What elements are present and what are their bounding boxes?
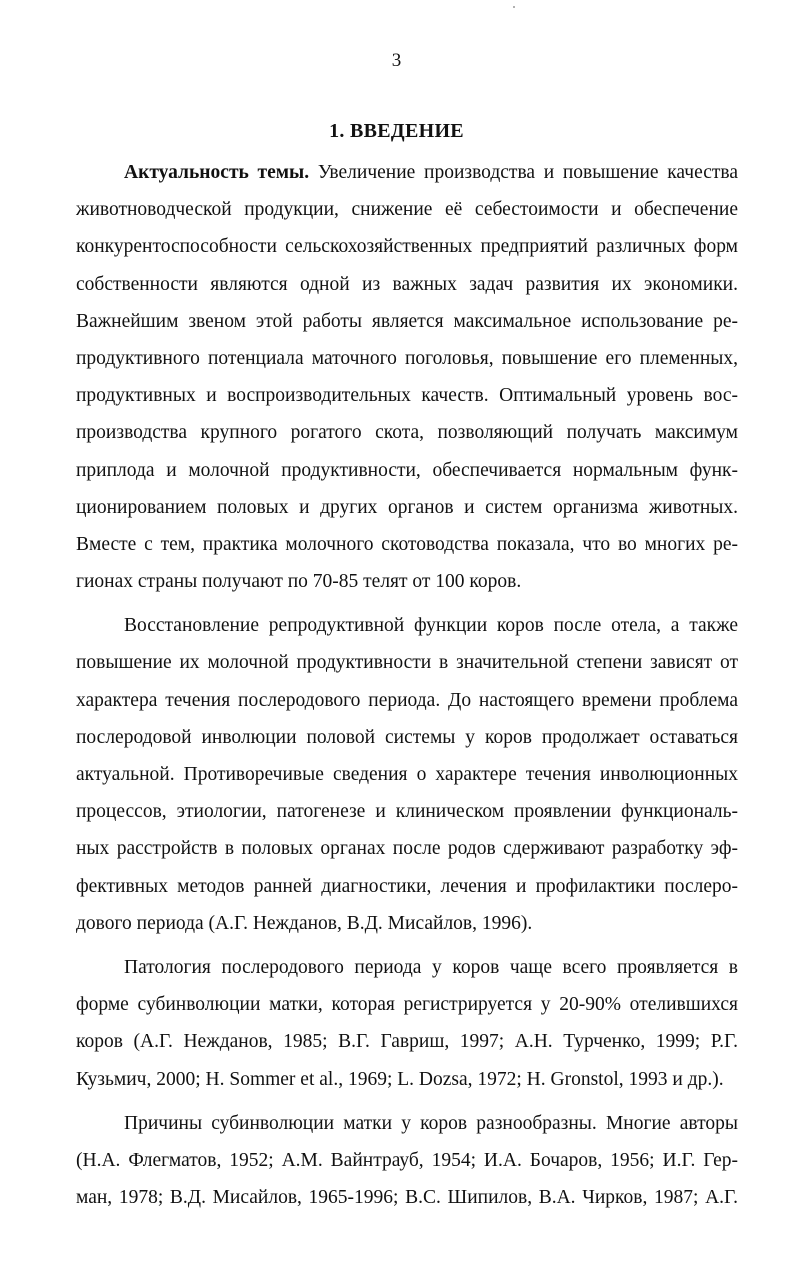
text-line: Патология послеродового периода у коров чаще всего проявляется в (124, 956, 738, 978)
text-line: дового периода (А.Г. Нежданов, В.Д. Мисайлов, 1996). (76, 912, 533, 934)
text-line: характера течения послеродового периода. До настоящего времени проблема (76, 689, 738, 711)
paragraph-spacer (76, 600, 738, 607)
paragraph-pathology (76, 949, 738, 1098)
text-line: ных расстройств в половых органах после родов сдерживают разработку эф- (76, 838, 738, 860)
text-line: приплода и молочной продуктивности, обеспечивается нормальным функ- (76, 459, 738, 481)
text-line: (Н.А. Флегматов, 1952; А.М. Вайнтрауб, 1954; И.А. Бочаров, 1956; И.Г. Гер- (76, 1149, 738, 1171)
text-line: производства крупного рогатого скота, позволяющий получать максимум (76, 422, 738, 444)
text-line: животноводческой продукции, снижение её себестоимости и обеспечение (76, 199, 738, 221)
text-line: послеродовой инволюции половой системы у коров продолжает оставаться (76, 726, 738, 748)
text-line: Актуальность темы. Увеличение производства и повышение качества (124, 162, 738, 183)
text-line: форме субинволюции матки, которая регистрируется у 20-90% отелившихся (76, 994, 738, 1016)
text-line: ман, 1978; В.Д. Мисайлов, 1965-1996; В.С. Шипилов, В.А. Чирков, 1987; А.Г. (76, 1187, 738, 1209)
section-heading: 1. ВВЕДЕНИЕ (329, 120, 464, 142)
body-text (76, 154, 738, 1216)
relevance-lead: Актуальность темы. (124, 162, 310, 183)
text-line: ционированием половых и других органов и систем организма животных. (76, 496, 738, 518)
text-line: фективных методов ранней диагностики, лечения и профилактики послеро- (76, 875, 738, 897)
text-line: повышение их молочной продуктивности в значительной степени зависят от (76, 652, 738, 674)
text-line: процессов, этиологии, патогенезе и клиническом проявлении функциональ- (76, 801, 738, 823)
text-line: коров (А.Г. Нежданов, 1985; В.Г. Гавриш, 1997; А.Н. Турченко, 1999; Р.Г. (76, 1031, 738, 1053)
paragraph-spacer (76, 1098, 738, 1105)
text-line: актуальной. Противоречивые сведения о характере течения инволюционных (76, 764, 738, 785)
text-line: конкурентоспособности сельскохозяйственных предприятий различных форм (76, 236, 738, 258)
text-line: Важнейшим звеном этой работы является максимальное использование ре- (76, 310, 738, 332)
paragraph-relevance (76, 154, 738, 600)
paragraph-causes (76, 1105, 738, 1217)
text-line: собственности являются одной из важных задач развития их экономики. (76, 273, 738, 295)
scan-speck (513, 6, 515, 8)
text-line: Вместе с тем, практика молочного скотоводства показала, что во многих ре- (76, 533, 738, 555)
text-line: Кузьмич, 2000; H. Sommer et al., 1969; L. Dozsa, 1972; H. Gronstol, 1993 и др.). (76, 1068, 724, 1090)
paragraph-spacer (76, 942, 738, 949)
text-line: Причины субинволюции матки у коров разнообразны. Многие авторы (124, 1112, 738, 1134)
text-line: продуктивных и воспроизводительных качеств. Оптимальный уровень вос- (76, 385, 738, 407)
page-number: 3 (391, 50, 402, 71)
text-line: Восстановление репродуктивной функции коров после отела, а также (124, 615, 738, 637)
text-line: гионах страны получают по 70-85 телят от 100 коров. (76, 571, 522, 593)
text-line: продуктивного потенциала маточного поголовья, повышение его племенных, (76, 347, 738, 369)
paragraph-restoration (76, 607, 738, 942)
